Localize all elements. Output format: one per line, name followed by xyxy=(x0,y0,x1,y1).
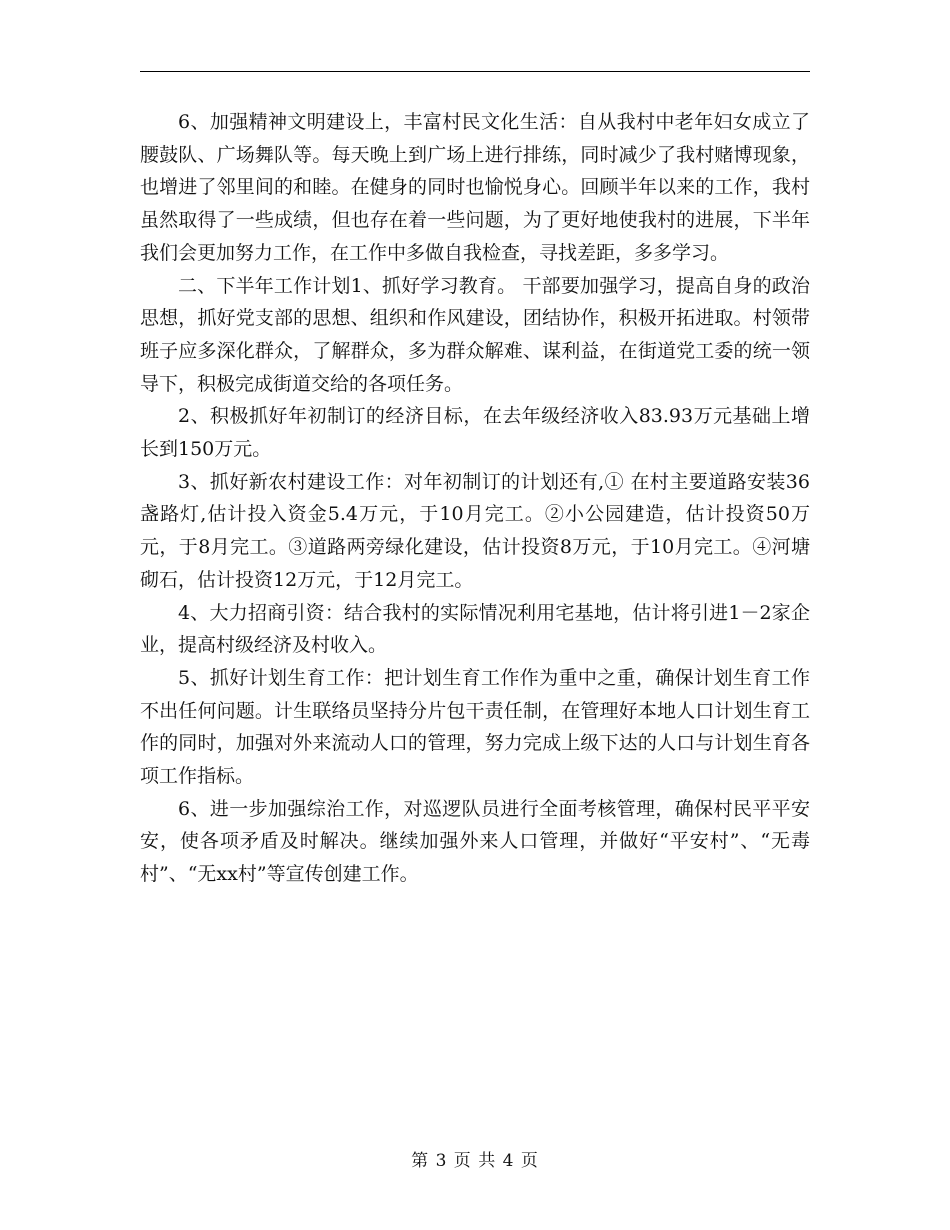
paragraph-study-education: 二、下半年工作计划1、抓好学习教育。 干部要加强学习，提高自身的政治思想，抓好党支部的思想、组织和作风建设，团结协作，积极开拓进取。村领带班子应多深化群众，了解群众，多为群众解难、谋利益，在街道党工委的统一领导下，积极完成街道交给的各项任务。 xyxy=(140,274,810,395)
paragraph-public-security: 6、进一步加强综治工作，对巡逻队员进行全面考核管理，确保村民平平安安，使各项矛盾及时解决。继续加强外来人口管理，并做好“平安村”、“无毒村”、“无xx村”等宣传创建工作。 xyxy=(140,797,810,886)
paragraph-culture: 6、加强精神文明建设上，丰富村民文化生活：自从我村中老年妇女成立了腰鼓队、广场舞队等。每天晚上到广场上进行排练，同时减少了我村赌博现象，也增进了邻里间的和睦。在健身的同时也愉悦身心。回顾半年以来的工作，我村虽然取得了一些成绩，但也存在着一些问题，为了更好地使我村的进展，下半年我们会更加努力工作，在工作中多做自我检查，寻找差距，多多学习。 xyxy=(140,111,810,264)
header-rule xyxy=(140,71,810,72)
page-footer xyxy=(0,1146,950,1171)
paragraph-new-village-construction: 3、抓好新农村建设工作：对年初制订的计划还有,① 在村主要道路安装36盏路灯,估计投入资金5.4万元，于10月完工。②小公园建造，估计投资50万元，于8月完工。③道路两旁绿化建设，估计投资8万元，于10月完工。④河塘砌石，估计投资12万元，于12月完工。 xyxy=(140,470,810,591)
paragraph-economic-target: 2、积极抓好年初制订的经济目标，在去年级经济收入83.93万元基础上增长到150万元。 xyxy=(140,405,810,461)
paragraph-family-planning: 5、抓好计划生育工作：把计划生育工作作为重中之重，确保计划生育工作不出任何问题。计生联络员坚持分片包干责任制，在管理好本地人口计划生育工作的同时，加强对外来流动人口的管理，努力完成上级下达的人口与计划生育各项工作指标。 xyxy=(140,666,810,788)
document-body xyxy=(140,106,810,891)
paragraph-investment-attraction: 4、大力招商引资：结合我村的实际情况利用宅基地，估计将引进1－2家企业，提高村级经济及村收入。 xyxy=(140,601,810,657)
page-number-label: 第 3 页 共 4 页 xyxy=(411,1151,539,1171)
